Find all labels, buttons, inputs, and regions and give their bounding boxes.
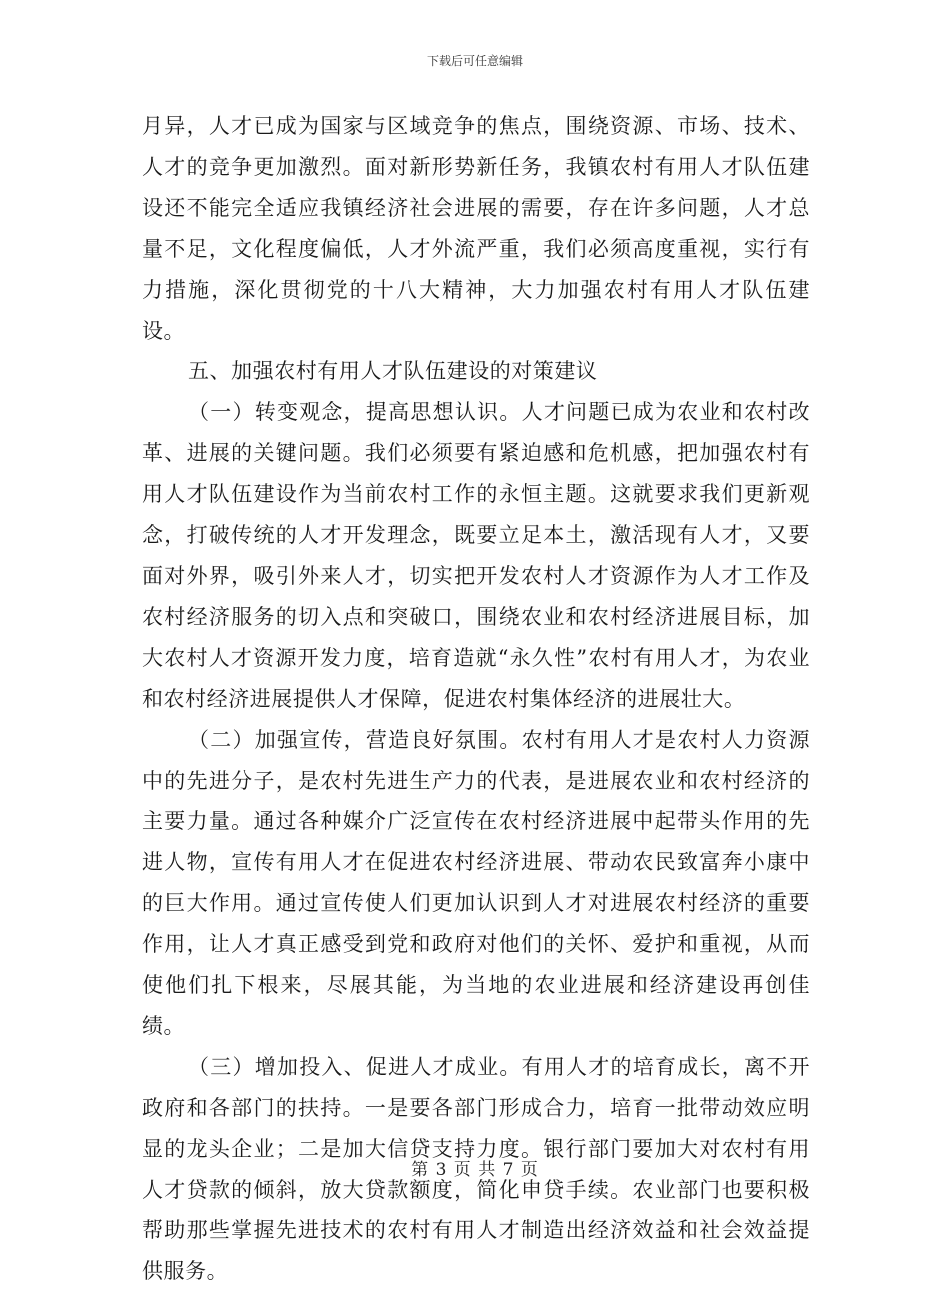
page-header: 下载后可任意编辑 <box>426 54 523 68</box>
paragraph-one: （一）转变观念，提高思想认识。人才问题已成为农业和农村改革、进展的关键问题。我们必须要有紧迫感和危机感，把加强农村有用人才队伍建设作为当前农村工作的永恒主题。这就要求我们更新观念，打破传统的人才开发理念，既要立足本土，激活现有人才，又要面对外界，吸引外来人才，切实把开发农村人才资源作为人才工作及农村经济服务的切入点和突破口，围绕农业和农村经济进展目标，加大农村人才资源开发力度，培育造就“永久性”农村有用人才，为农业和农村经济进展提供人才保障，促进农村集体经济的进展壮大。 <box>142 400 810 711</box>
document-body <box>142 106 810 1292</box>
paragraph-three: （三）增加投入、促进人才成业。有用人才的培育成长，离不开政府和各部门的扶持。一是要各部门形成合力，培育一批带动效应明显的龙头企业；二是加大信贷支持力度。银行部门要加大对农村有用人才贷款的倾斜，放大贷款额度，简化申贷手续。农业部门也要积极帮助那些掌握先进技术的农村有用人才制造出经济效益和社会效益提供服务。 <box>142 1054 810 1284</box>
page-number: 第 3 页 共 7 页 <box>411 1160 539 1180</box>
paragraph-two: （二）加强宣传，营造良好氛围。农村有用人才是农村人力资源中的先进分子，是农村先进生产力的代表，是进展农业和农村经济的主要力量。通过各种媒介广泛宣传在农村经济进展中起带头作用的先进人物，宣传有用人才在促进农村经济进展、带动农民致富奔小康中的巨大作用。通过宣传使人们更加认识到人才对进展农村经济的重要作用，让人才真正感受到党和政府对他们的关怀、爱护和重视，从而使他们扎下根来，尽展其能，为当地的农业进展和经济建设再创佳绩。 <box>142 727 810 1038</box>
section-heading-five: 五、加强农村有用人才队伍建设的对策建议 <box>188 359 598 384</box>
paragraph-continuation: 月异，人才已成为国家与区域竞争的焦点，围绕资源、市场、技术、人才的竞争更加激烈。面对新形势新任务，我镇农村有用人才队伍建设还不能完全适应我镇经济社会进展的需要，存在许多问题，人才总量不足，文化程度偏低，人才外流严重，我们必须高度重视，实行有力措施，深化贯彻党的十八大精神，大力加强农村有用人才队伍建设。 <box>142 114 810 343</box>
